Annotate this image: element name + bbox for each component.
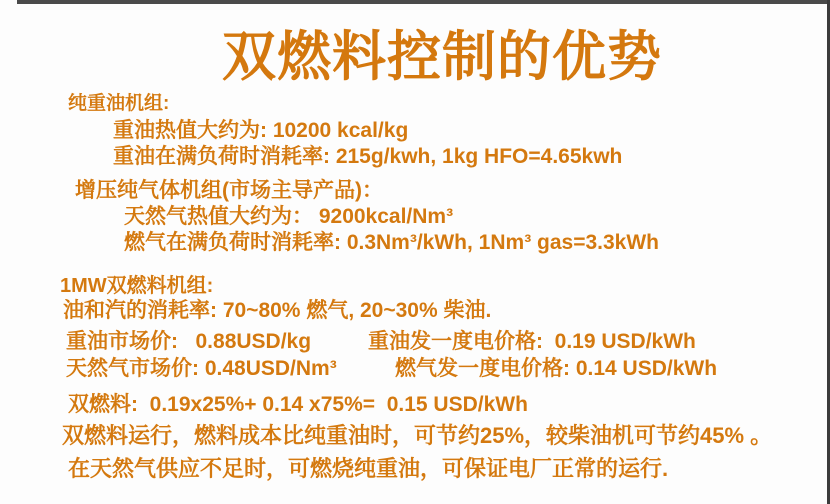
hfo-unit-header: 纯重油机组: (68, 93, 170, 114)
top-bar-divider (17, 0, 830, 4)
hfo-heat-value-line: 重油热值大约为: 10200 kcal/kg (113, 119, 409, 142)
dual-fuel-cost-calc: 双燃料: 0.19x25%+ 0.14 x75%= 0.15 USD/kWh (68, 393, 528, 416)
hfo-market-price: 重油市场价: 0.88USD/kg (66, 330, 312, 353)
gas-heat-value-line: 天然气热值大约为： 9200kcal/Nm³ (124, 205, 454, 228)
hfo-consumption-line: 重油在满负荷时消耗率: 215g/kwh, 1kg HFO=4.65kwh (113, 145, 623, 168)
dual-fuel-unit-header: 1MW双燃料机组: (60, 275, 214, 297)
gas-consumption-line: 燃气在满负荷时消耗率: 0.3Nm³/kWh, 1Nm³ gas=3.3kWh (124, 231, 659, 254)
slide-title: 双燃料控制的优势 (222, 27, 662, 87)
dual-fuel-ratio-line: 油和汽的消耗率: 70~80% 燃气, 20~30% 柴油. (63, 299, 492, 322)
hfo-electricity-price: 重油发一度电价格: 0.19 USD/kWh (368, 330, 696, 353)
gas-market-price: 天然气市场价: 0.48USD/Nm³ (66, 357, 337, 380)
savings-summary-line: 双燃料运行，燃料成本比纯重油时，可节约25%，较柴油机可节约45% 。 (62, 423, 773, 448)
backup-operation-line: 在天然气供应不足时，可燃烧纯重油，可保证电厂正常的运行. (68, 456, 669, 481)
gas-unit-header: 增压纯气体机组(市场主导产品)： (75, 179, 383, 202)
gas-electricity-price: 燃气发一度电价格: 0.14 USD/kWh (395, 357, 718, 380)
